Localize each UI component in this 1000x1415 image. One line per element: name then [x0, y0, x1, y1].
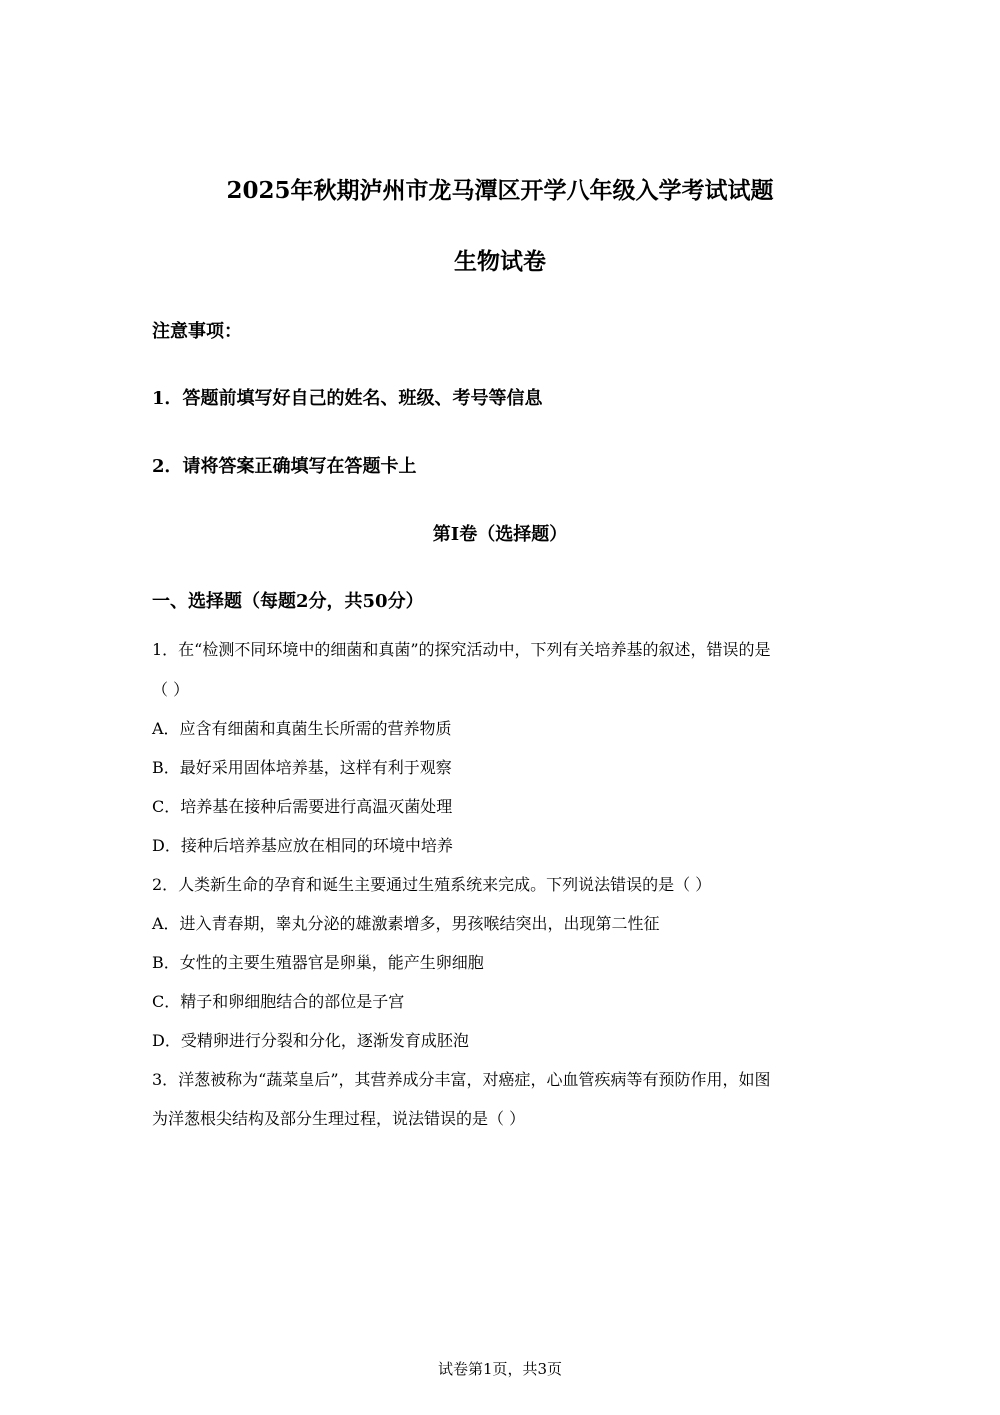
exam-title: 2025年秋期泸州市龙马潭区开学八年级入学考试试题	[226, 177, 774, 204]
question-option: A．进入青春期，睾丸分泌的雄激素增多，男孩喉结突出，出现第二性征	[152, 914, 660, 933]
question-stem: 2．人类新生命的孕育和诞生主要通过生殖系统来完成。下列说法错误的是（ ）	[152, 875, 712, 894]
question-stem: 3．洋葱被称为“蔬菜皇后”，其营养成分丰富，对癌症，心血管疾病等有预防作用，如图	[152, 1070, 771, 1089]
question-option: B．最好采用固体培养基，这样有利于观察	[152, 758, 452, 777]
notice-heading: 注意事项：	[152, 321, 242, 342]
question-stem: 1．在“检测不同环境中的细菌和真菌”的探究活动中，下列有关培养基的叙述，错误的是	[152, 640, 771, 659]
question-stem: （ ）	[152, 680, 190, 699]
question-option: D．接种后培养基应放在相同的环境中培养	[152, 836, 453, 855]
notice-item: 2．请将答案正确填写在答题卡上	[152, 456, 417, 477]
volume-title: 第I卷（选择题）	[432, 524, 568, 545]
exam-subtitle: 生物试卷	[454, 248, 546, 275]
question-option: D．受精卵进行分裂和分化，逐渐发育成胚泡	[152, 1031, 469, 1050]
part-title: 一、选择题（每题2分，共50分）	[152, 591, 424, 612]
question-stem: 为洋葱根尖结构及部分生理过程，说法错误的是（ ）	[152, 1109, 526, 1128]
page-footer: 试卷第1页，共3页	[437, 1360, 563, 1378]
question-option: B．女性的主要生殖器官是卵巢，能产生卵细胞	[152, 953, 484, 972]
question-option: C．培养基在接种后需要进行高温灭菌处理	[152, 797, 453, 816]
notice-item: 1．答题前填写好自己的姓名、班级、考号等信息	[152, 388, 543, 409]
question-option: C．精子和卵细胞结合的部位是子宫	[152, 992, 405, 1011]
question-option: A．应含有细菌和真菌生长所需的营养物质	[152, 719, 452, 738]
